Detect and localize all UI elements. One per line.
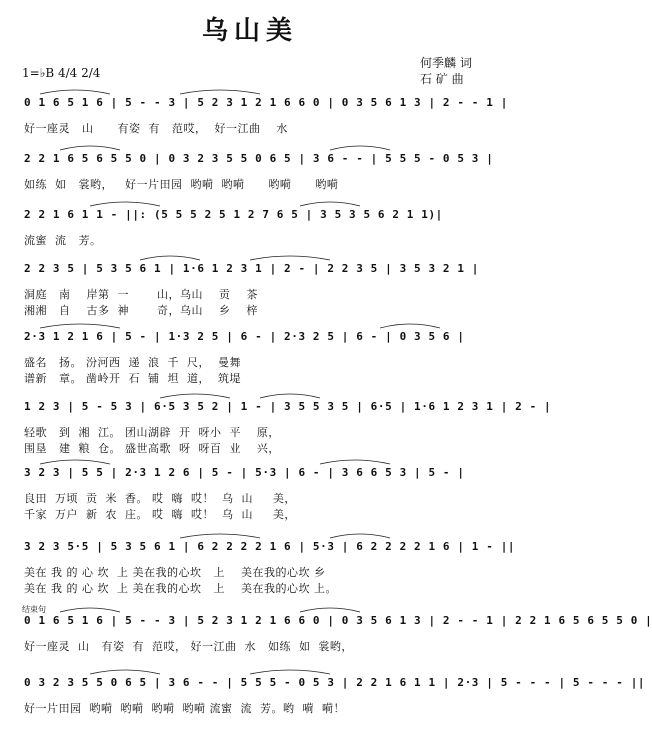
lyric-line: 好一片田园 哟嗬 哟嗬 哟嗬 哟嗬 流蜜 流 芳。哟 嗬 嗬！ xyxy=(24,702,345,715)
slur-mark xyxy=(90,202,160,206)
notation-line: 2 2 3 5 | 5 3 5 6 1 | 1·6 1 2 3 1 | 2 - | 2 2 3 5 | 3 5 3 2 1 | xyxy=(24,262,480,275)
slur-mark xyxy=(330,146,390,150)
lyric-line: 湘湘 自 古多 神 奇，乌山 乡 梓 xyxy=(24,304,258,317)
slur-mark xyxy=(300,608,360,612)
slur-mark xyxy=(60,608,120,612)
coda-label: 结束句 xyxy=(22,605,46,614)
slur-mark xyxy=(180,90,260,94)
slur-mark xyxy=(40,324,120,328)
slur-mark xyxy=(180,534,260,538)
lyric-line: 轻歌 到 湘 江。 团山湖辟 开 呀小 平 原， xyxy=(24,426,280,439)
slur-mark xyxy=(250,670,330,674)
lyricist-credit: 何季麟 词 xyxy=(420,56,472,70)
lyric-line: 好一座灵 山 有姿 有 范哎， 好一江曲 水 如练 如 裳哟， xyxy=(24,640,353,653)
notation-line: 1 2 3 | 5 - 5 3 | 6·5 3 5 2 | 1 - | 3 5 5 3 5 | 6·5 | 1·6 1 2 3 1 | 2 - | xyxy=(24,400,552,413)
notation-line: 2 2 1 6 5 6 5 5 0 | 0 3 2 3 5 5 0 6 5 | 3 6 - - | 5 5 5 - 0 5 3 | xyxy=(24,152,494,165)
notation-line: 0 1 6 5 1 6 | 5 - - 3 | 5 2 3 1 2 1 6 6 0 | 0 3 5 6 1 3 | 2 - - 1 | xyxy=(24,96,508,109)
notation-line: 2·3 1 2 1 6 | 5 - | 1·3 2 5 | 6 - | 2·3 2 5 | 6 - | 0 3 5 6 | xyxy=(24,330,465,343)
slur-mark xyxy=(40,90,110,94)
lyric-line: 流蜜 流 芳。 xyxy=(24,234,102,247)
key-signature: 1=♭B 4/4 2/4 xyxy=(22,66,101,80)
lyric-line: 谱新 章。 凿岭开 石 铺 坦 道， 筑堤 xyxy=(24,372,241,385)
lyric-line: 洞庭 南 岸第 一 山，乌山 贡 茶 xyxy=(24,288,258,301)
lyric-line: 盛名 扬。 汾河西 递 浪 千 尺， 曼舞 xyxy=(24,356,241,369)
notation-line: 3 2 3 | 5 5 | 2·3 1 2 6 | 5 - | 5·3 | 6 - | 3 6 6 5 3 | 5 - | xyxy=(24,466,465,479)
notation-line: 2 2 1 6 1 1 - ||: (5 5 5 2 5 1 2 7 6 5 | 3 5 3 5 6 2 1 1)| xyxy=(24,208,443,221)
slur-mark xyxy=(250,256,330,260)
notation-line: 0 1 6 5 1 6 | 5 - - 3 | 5 2 3 1 2 1 6 6 0 | 0 3 5 6 1 3 | 2 - - 1 | 2 2 1 6 5 6 5 5 0 | xyxy=(24,614,652,627)
notation-line: 3 2 3 5·5 | 5 3 5 6 1 | 6 2 2 2 2 1 6 | 5·3 | 6 2 2 2 2 1 6 | 1 - || xyxy=(24,540,516,553)
slur-mark xyxy=(330,534,390,538)
lyric-line: 如练 如 裳哟， 好一片田园 哟嗬 哟嗬 哟嗬 哟嗬 xyxy=(24,178,339,191)
lyric-line: 好一座灵 山 有姿 有 范哎， 好一江曲 水 xyxy=(24,122,288,135)
composer-credit: 石 矿 曲 xyxy=(420,72,464,86)
slur-mark xyxy=(40,460,110,464)
lyric-line: 围垦 建 粮 仓。 盛世高歌 呀 呀百 业 兴， xyxy=(24,442,280,455)
slur-mark xyxy=(300,202,360,206)
notation-line: 0 3 2 3 5 5 0 6 5 | 3 6 - - | 5 5 5 - 0 5 3 | 2 2 1 6 1 1 | 2·3 | 5 - - - | 5 - - - || xyxy=(24,676,646,689)
lyric-line: 千家 万户 新 农 庄。 哎 嗨 哎！ 乌 山 美， xyxy=(24,508,296,521)
slur-mark xyxy=(160,394,230,398)
slur-mark xyxy=(260,394,320,398)
slur-mark xyxy=(60,146,120,150)
page-title: 乌山美 xyxy=(201,16,298,46)
slur-mark xyxy=(140,256,200,260)
lyric-line: 美在 我 的 心 坎 上 美在我的心坎 上 美在我的心坎 上。 xyxy=(24,582,337,595)
slur-mark xyxy=(90,670,160,674)
slur-mark xyxy=(380,324,440,328)
slur-mark xyxy=(320,460,390,464)
lyric-line: 良田 万顷 贡 米 香。 哎 嗨 哎！ 乌 山 美， xyxy=(24,492,296,505)
lyric-line: 美在 我 的 心 坎 上 美在我的心坎 上 美在我的心坎 乡 xyxy=(24,566,326,579)
